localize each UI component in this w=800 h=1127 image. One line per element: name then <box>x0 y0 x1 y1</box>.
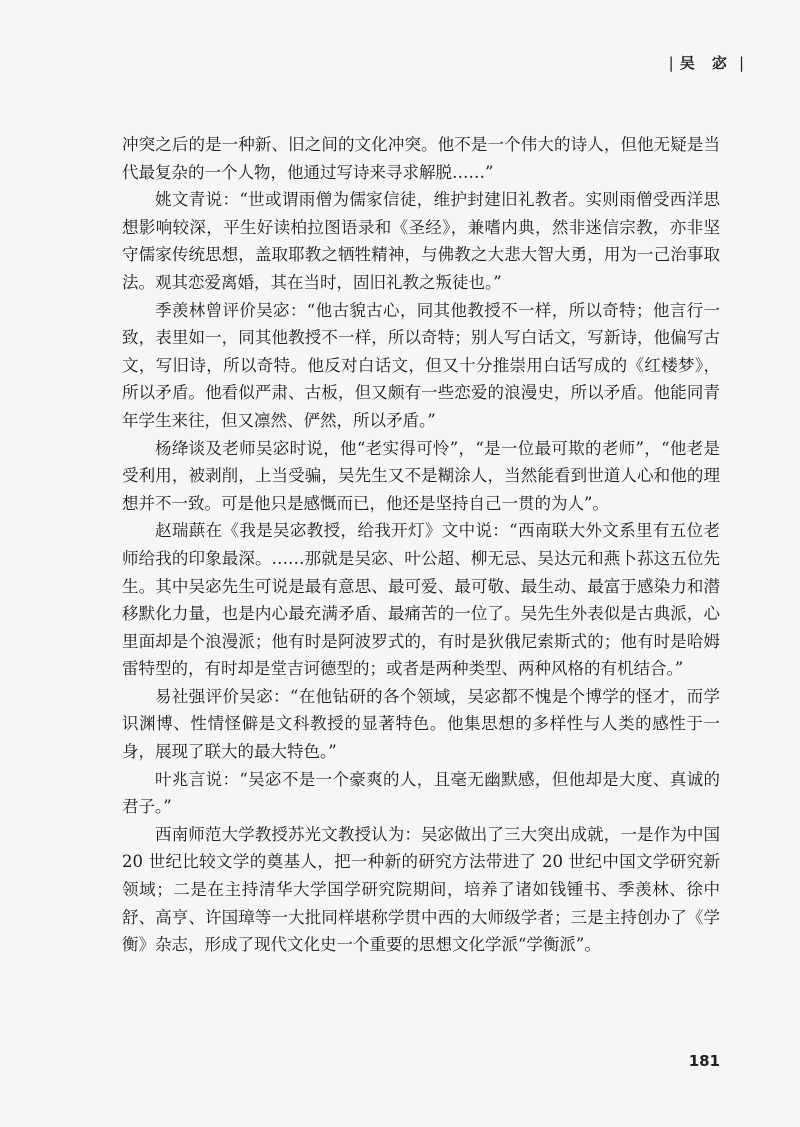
paragraph: 姚文青说：“世或谓雨僧为儒家信徒，维护封建旧礼教者。实则雨僧受西洋思想影响较深，平生好读柏拉图语录和《圣经》，兼嗜内典，然非迷信宗教，亦非坚守儒家传统思想，盖取耶教之牺牲精神，与佛教之大悲大智大勇，用为一己治事取法。观其恋爱离婚，其在当时，固旧礼教之叛徒也。” <box>122 190 720 292</box>
paragraph: 赵瑞蕻在《我是吴宓教授，给我开灯》文中说：“西南联大外文系里有五位老师给我的印象最深。……那就是吴宓、叶公超、柳无忌、吴达元和燕卜荪这五位先生。其中吴宓先生可说是最有意思、最可爱、最可敬、最生动、最富于感染力和潜移默化力量，也是内心最充满矛盾、最痛苦的一位了。吴先生外表似是古典派，心里面却是个浪漫派；他有时是阿波罗式的，有时是狄俄尼索斯式的；他有时是哈姆雷特型的，有时却是堂吉诃德型的；或者是两种类型、两种风格的有机结合。” <box>122 521 720 679</box>
header-divider: | <box>738 54 744 72</box>
page-number: 181 <box>688 1052 720 1070</box>
paragraph: 西南师范大学教授苏光文教授认为：吴宓做出了三大突出成就，一是作为中国 20 世纪比较文学的奠基人，把一种新的研究方法带进了 20 世纪中国文学研究新领域；二是在主持清华大学国学研究院期间，培养了诸如钱锺书、季羡林、徐中舒、高亨、许国璋等一大批同样堪称学贯中西的大师级学者；三是主持创办了《学衡》杂志，形成了现代文化史一个重要的思想文化学派“学衡派”。 <box>122 824 720 955</box>
paragraph: 杨绛谈及老师吴宓时说，他“老实得可怜”，“是一位最可欺的老师”，“他老是受利用，被剥削，上当受骗，吴先生又不是糊涂人，当然能看到世道人心和他的理想并不一致。可是他只是感慨而已，他还是坚持自己一贯的为人”。 <box>122 438 720 513</box>
paragraph: 季羡林曾评价吴宓：“他古貌古心，同其他教授不一样，所以奇特；他言行一致，表里如一，同其他教授不一样，所以奇特；别人写白话文，写新诗，他偏写古文，写旧诗，所以奇特。他反对白话文，但又十分推崇用白话写成的《红楼梦》，所以矛盾。他看似严肃、古板，但又颇有一些恋爱的浪漫史，所以矛盾。他能同青年学生来往，但又凛然、俨然，所以矛盾。” <box>122 300 720 430</box>
paragraph: 叶兆言说：“吴宓不是一个豪爽的人，且毫无幽默感，但他却是大度、真诚的君子。” <box>122 769 720 817</box>
paragraph: 冲突之后的是一种新、旧之间的文化冲突。他不是一个伟大的诗人，但他无疑是当代最复杂的一个人物，他通过写诗来寻求解脱……” <box>122 135 720 182</box>
paragraph: 易社强评价吴宓：“在他钻研的各个领域，吴宓都不愧是个博学的怪才，而学识渊博、性情怪僻是文科教授的显著特色。他集思想的多样性与人类的感性于一身，展现了联大的最大特色。” <box>122 686 720 762</box>
running-header <box>663 52 750 73</box>
header-divider: | <box>668 54 674 72</box>
header-title: 吴 宓 <box>679 54 733 72</box>
body-text <box>122 131 720 959</box>
